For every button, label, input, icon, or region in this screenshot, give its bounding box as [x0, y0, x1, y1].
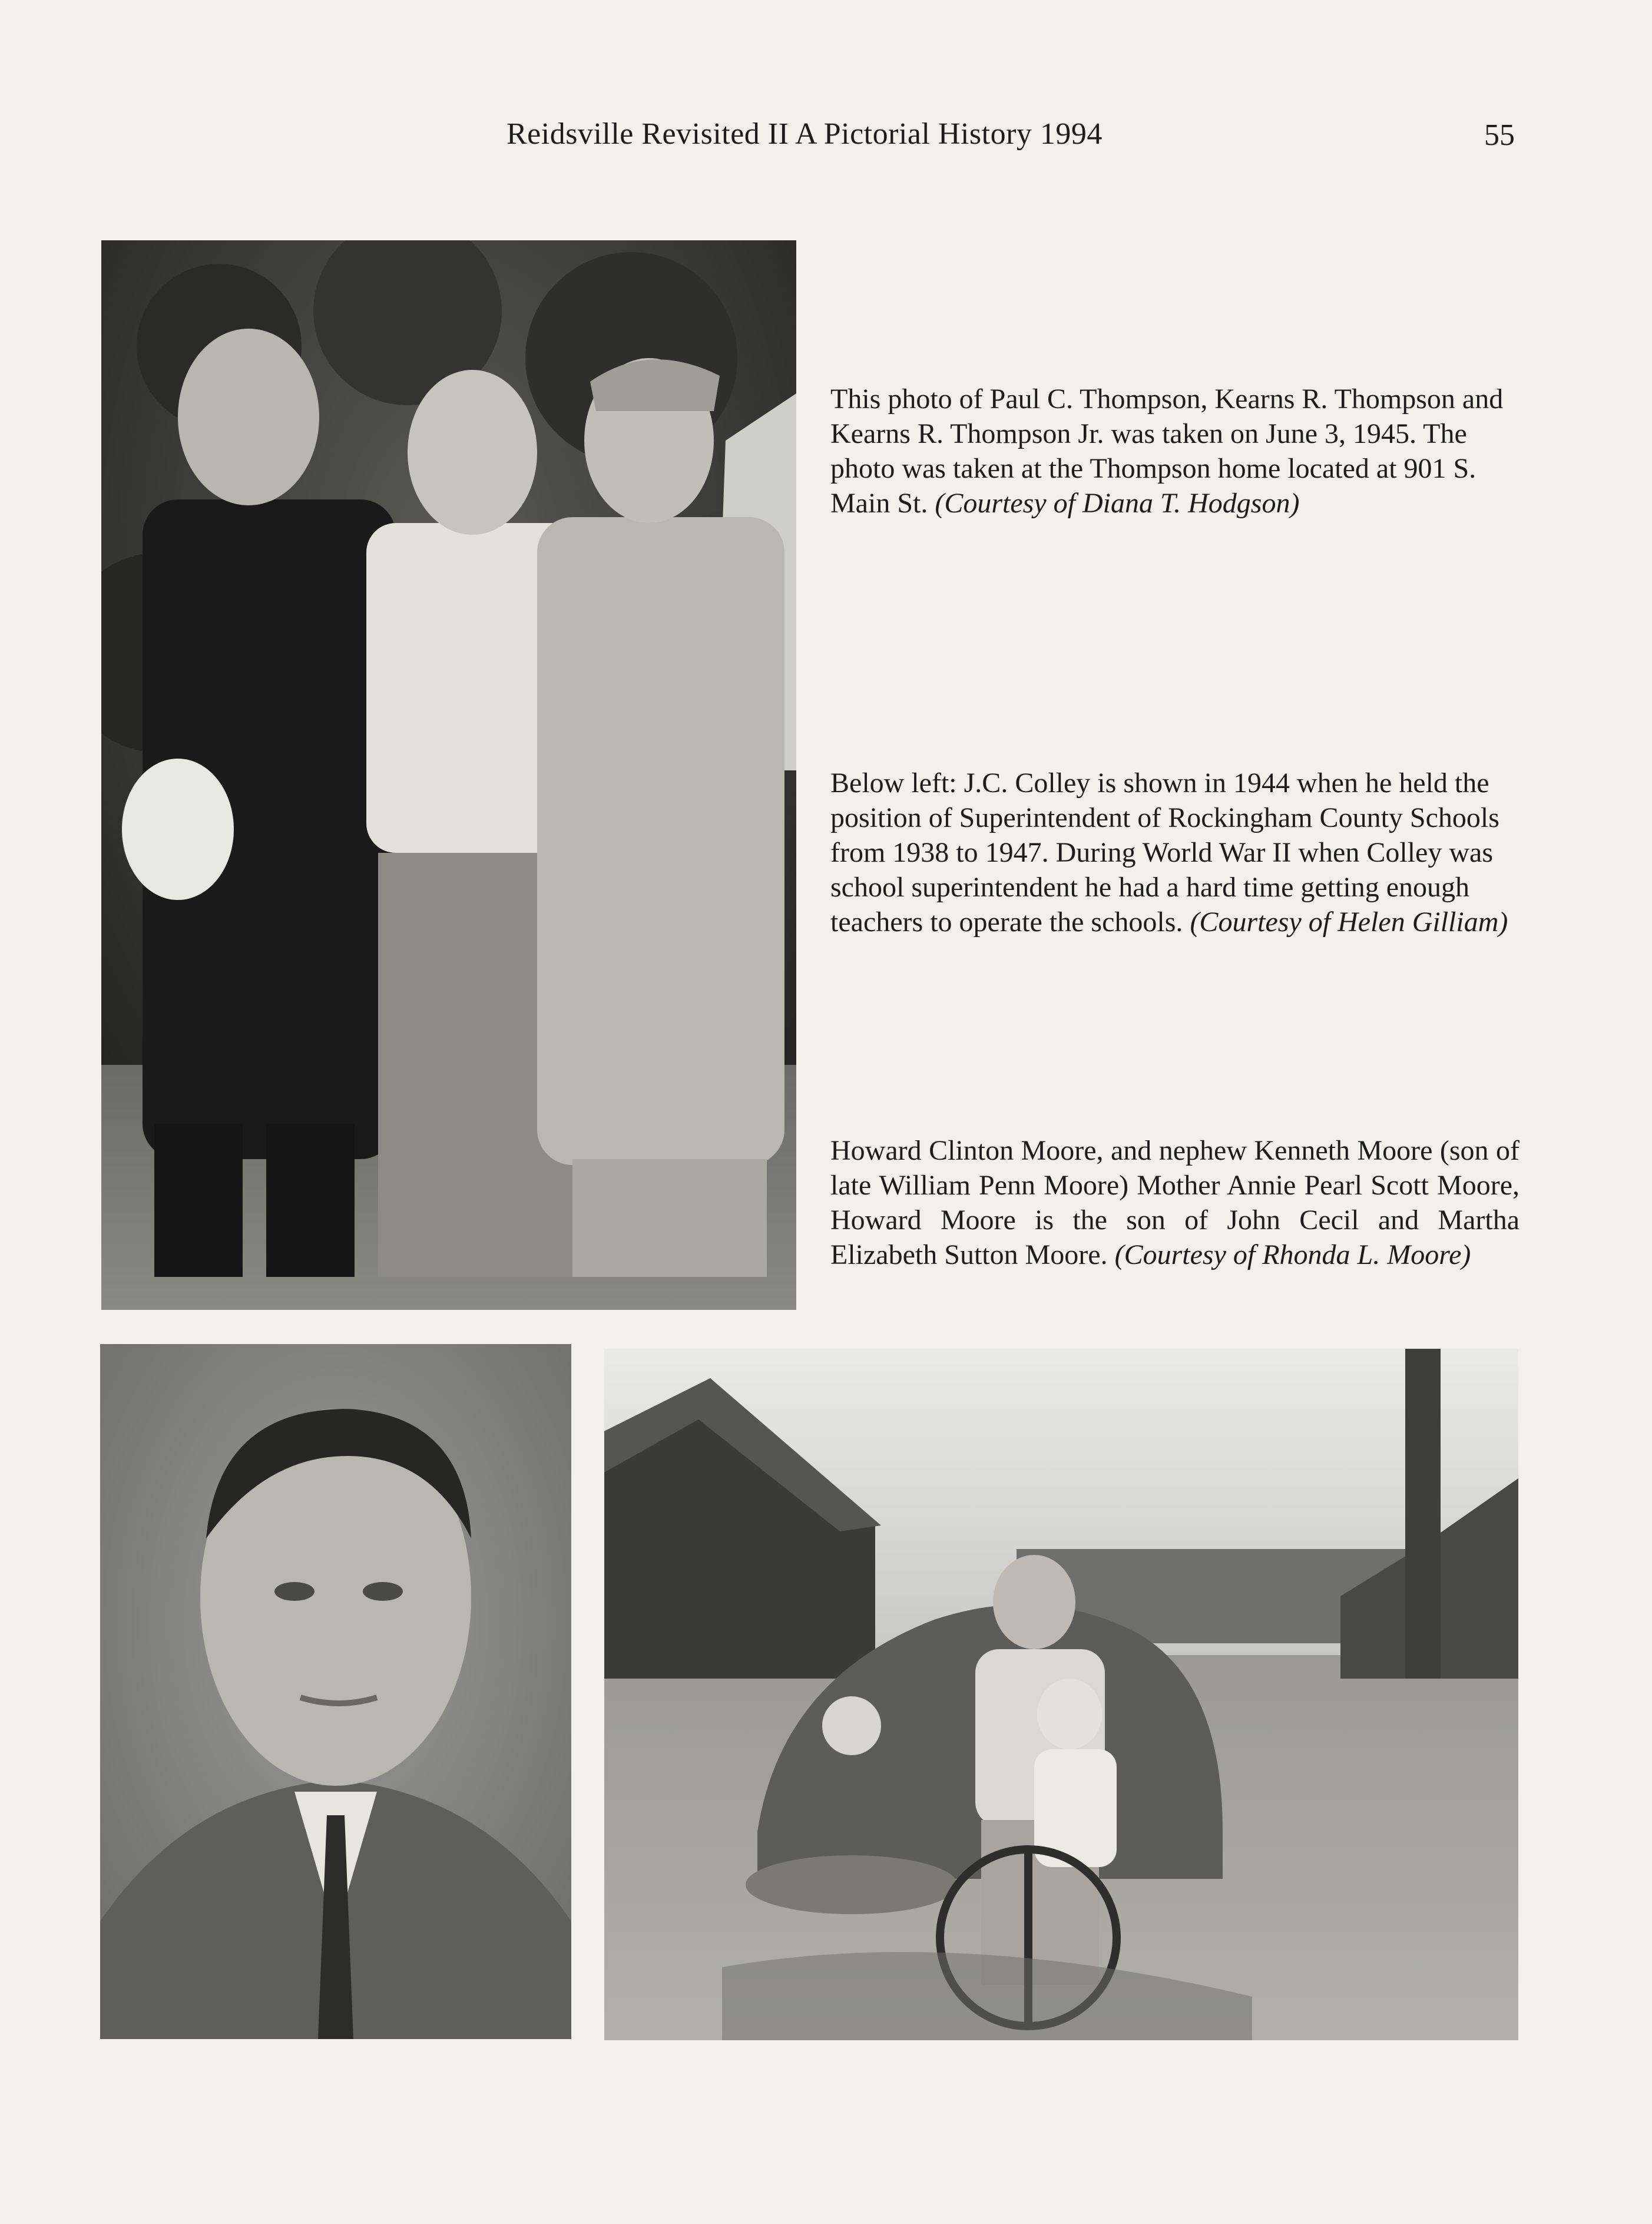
caption-thompson-text: This photo of Paul C. Thompson, Kearns R. Thompson and Kearns R. Thompson Jr. was taken on June 3, 1945. The photo was taken at the Thompson home located at 901 S. Main St.: [830, 383, 1504, 519]
caption-thompson-credit: (Courtesy of Diana T. Hodgson): [935, 488, 1300, 519]
caption-moore: [830, 1133, 1519, 1272]
photo-three-men-icon: [101, 240, 796, 1310]
running-title: Reidsville Revisited II A Pictorial History 1994: [506, 117, 1103, 151]
photo-bicycle-car-icon: [604, 1349, 1518, 2040]
caption-colley: [830, 766, 1519, 939]
caption-moore-credit: (Courtesy of Rhonda L. Moore): [1114, 1239, 1471, 1270]
caption-moore-text: Howard Clinton Moore, and nephew Kenneth Moore (son of late William Penn Moore) Mother Annie Pearl Scott Moore, Howard Moore is the son of John Cecil and Martha Elizabeth Sutton Moore.: [830, 1135, 1519, 1270]
photo-portrait-icon: [100, 1344, 571, 2039]
caption-thompson: [830, 382, 1519, 521]
caption-colley-credit: (Courtesy of Helen Gilliam): [1190, 906, 1508, 938]
page-number: 55: [1484, 118, 1515, 152]
caption-colley-text: Below left: J.C. Colley is shown in 1944 when he held the position of Superintendent of Rockingham County Schools from 1938 to 1947. During World War II when Colley was school superintendent he had a hard time getting enough teachers to operate the schools.: [830, 767, 1499, 938]
